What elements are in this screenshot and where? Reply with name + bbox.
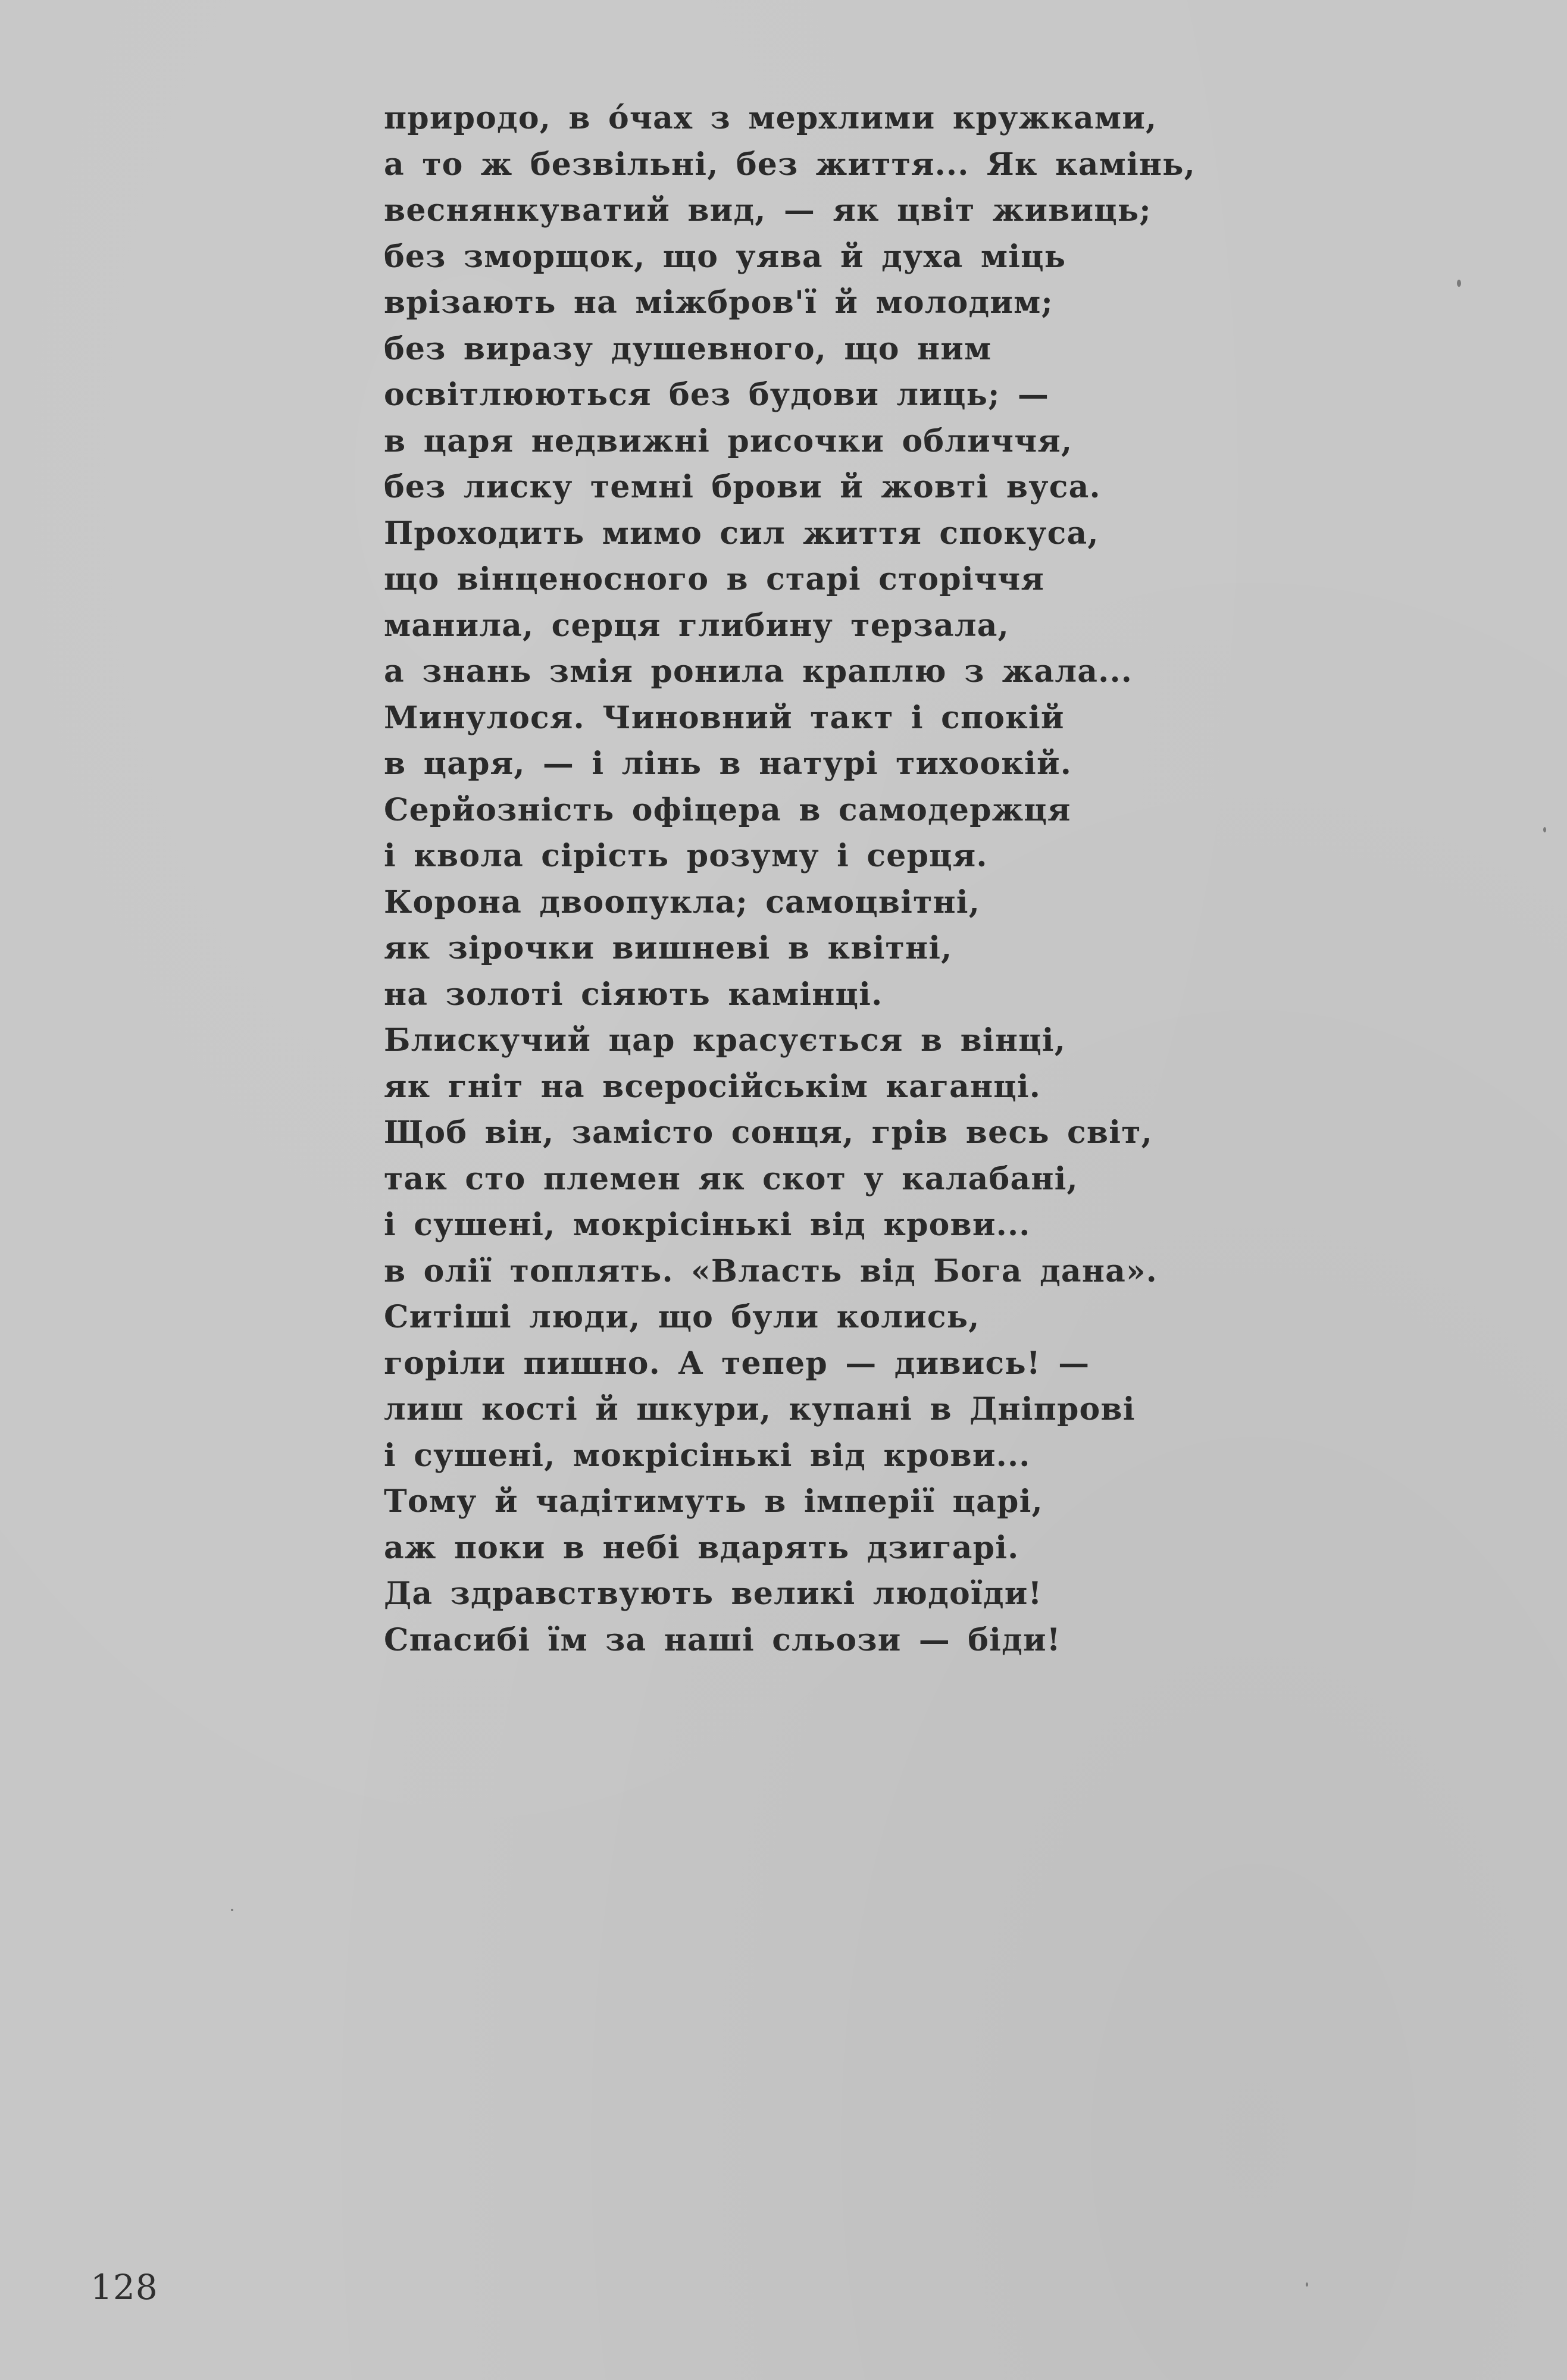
paper-speck [1543, 827, 1546, 832]
poem-line: і сушені, мокрісінькі від крови... [384, 1207, 1031, 1243]
poem-line: Ситіші люди, що були колись, [384, 1299, 980, 1335]
poem-line: так сто племен як скот у калабані, [384, 1160, 1078, 1197]
poem-line: що вінценосного в старі сторіччя [384, 561, 1044, 597]
poem-line: як гніт на всеросійськім каганці. [384, 1068, 1041, 1105]
poem-line: Тому й чадітимуть в імперії царі, [384, 1483, 1043, 1520]
poem-line: аж поки в небі вдарять дзигарі. [384, 1529, 1019, 1566]
poem-text [384, 95, 1196, 1663]
poem-line: Минулося. Чиновний такт і спокій [384, 699, 1065, 736]
page-number: 128 [90, 2267, 158, 2307]
poem-line: в олії топлять. «Власть від Бога дана». [384, 1252, 1158, 1289]
poem-line: Да здравствують великі людоїди! [384, 1576, 1043, 1612]
poem-line: манила, серця глибину терзала, [384, 607, 1009, 644]
poem-line: освітлюються без будови лиць; — [384, 377, 1050, 413]
poem-line: а то ж безвільні, без життя... Як камінь, [384, 146, 1196, 183]
poem-line: як зірочки вишневі в квітні, [384, 930, 953, 966]
poem-line: і сушені, мокрісінькі від крови... [384, 1437, 1031, 1474]
poem-line: в царя недвижні рисочки обличчя, [384, 422, 1073, 459]
poem-line: Проходить мимо сил життя спокуса, [384, 515, 1099, 552]
poem-line: веснянкуватий вид, — як цвіт живиць; [384, 192, 1152, 228]
poem-line: і квола сірість розуму і серця. [384, 838, 988, 874]
paper-speck [1457, 280, 1461, 287]
paper-speck [231, 1909, 233, 1911]
poem-line: на золоті сіяють камінці. [384, 976, 883, 1013]
poem-line: а знань змія ронила краплю з жала... [384, 653, 1133, 690]
poem-line: Корона двоопукла; самоцвітні, [384, 884, 981, 920]
poem-line: природо, в óчах з мерхлими кружками, [384, 100, 1158, 136]
poem-line: Спасибі їм за наші сльози — біди! [384, 1621, 1061, 1658]
poem-line: в царя, — і лінь в натурі тихоокій. [384, 746, 1072, 782]
poem-line: без виразу душевного, що ним [384, 330, 992, 367]
poem-line: Щоб він, замісто сонця, грів весь світ, [384, 1114, 1153, 1151]
poem-line: лиш кості й шкури, купані в Дніпрові [384, 1391, 1136, 1427]
poem-line: горіли пишно. А тепер — дивись! — [384, 1345, 1090, 1382]
poem-line: Серйозність офіцера в самодержця [384, 791, 1071, 828]
poem-line: Блискучий цар красується в вінці, [384, 1022, 1066, 1059]
poem-line: без зморщок, що уява й духа міць [384, 238, 1066, 275]
poem-line: без лиску темні брови й жовті вуса. [384, 469, 1101, 505]
paper-speck [1306, 2282, 1308, 2287]
poem-line: врізають на міжбров'ї й молодим; [384, 284, 1053, 321]
